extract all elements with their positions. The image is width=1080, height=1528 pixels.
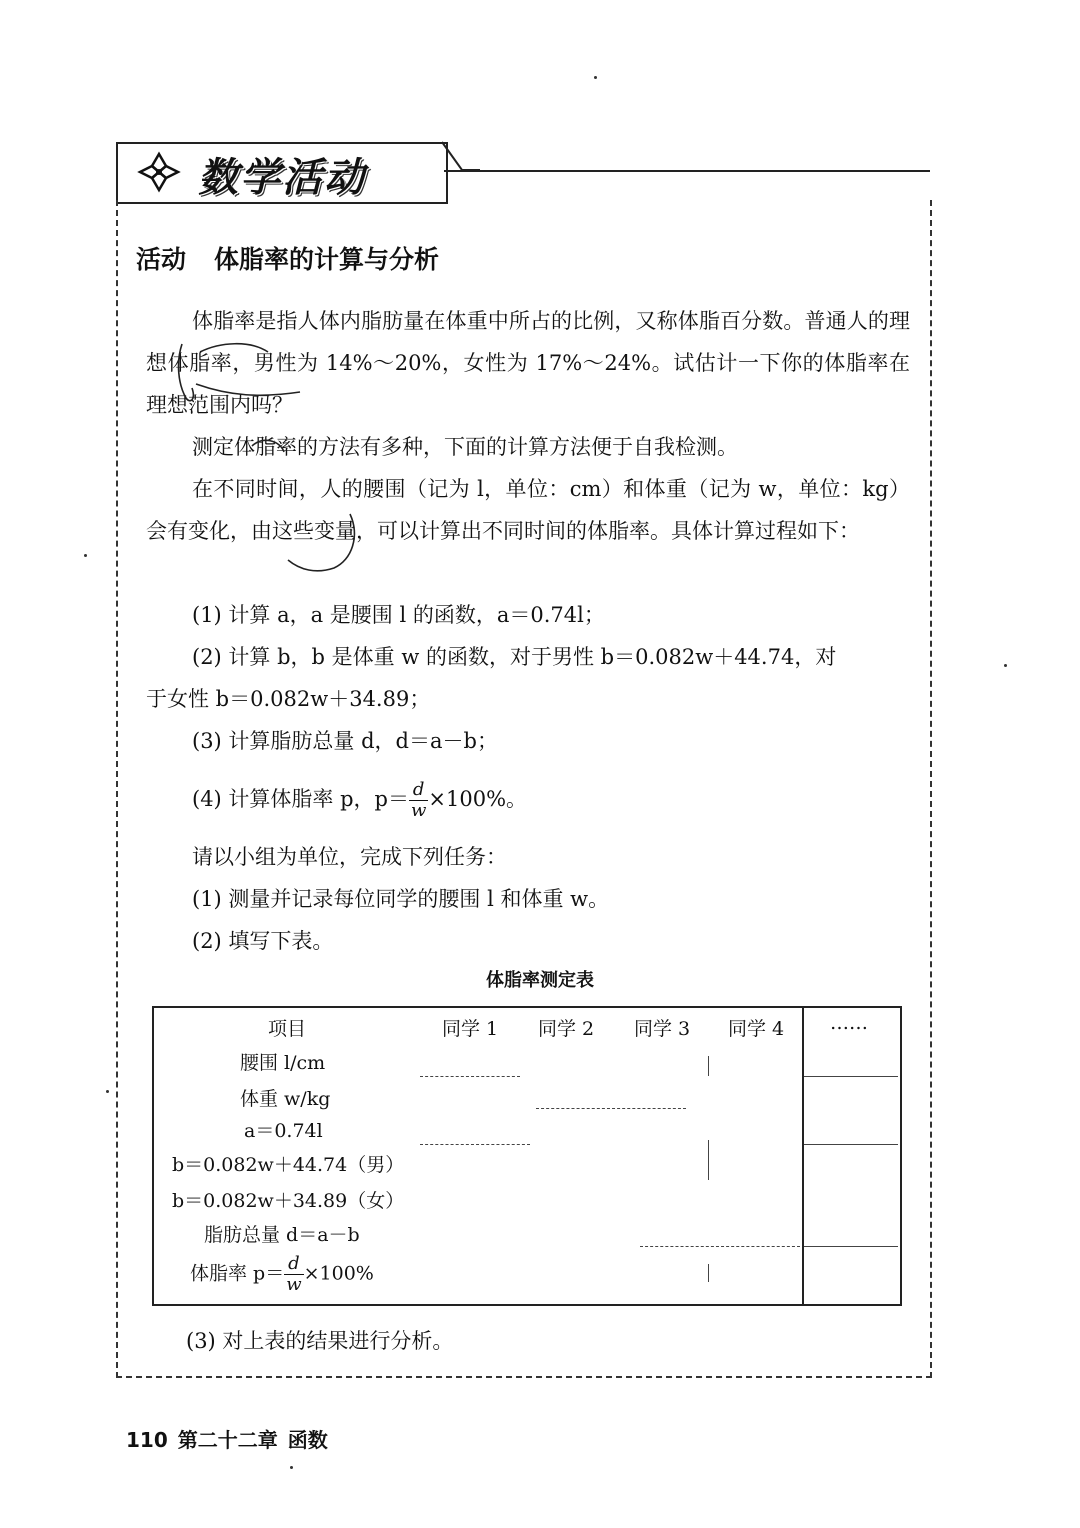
table-header-student-3: 同学 3	[634, 1018, 691, 1040]
table-row-rate-numerator: d	[284, 1254, 303, 1275]
table-tick	[708, 1056, 709, 1076]
table-row-fat: 脂肪总量 d＝a－b	[204, 1224, 360, 1246]
step-2-line-2: 于女性 b＝0.082w＋34.89；	[146, 687, 431, 711]
table-column-divider	[802, 1006, 804, 1304]
page-footer	[126, 1424, 338, 1453]
table-row-rate-fraction	[284, 1254, 303, 1295]
step-4-denominator: w	[410, 800, 427, 821]
banner-title: 数学活动	[198, 155, 366, 201]
step-4-prefix: (4) 计算体脂率 p，p＝	[192, 787, 409, 811]
section-label: 函数	[287, 1428, 328, 1452]
activity-heading	[136, 240, 439, 276]
task-2: (2) 填写下表。	[192, 929, 334, 953]
task-intro: 请以小组为单位，完成下列任务：	[192, 845, 507, 869]
table-row-weight: 体重 w/kg	[240, 1088, 331, 1110]
activity-title: 体脂率的计算与分析	[214, 245, 440, 274]
table-rule	[640, 1246, 800, 1247]
activity-label: 活动	[136, 245, 187, 274]
table-header-more: ……	[830, 1012, 868, 1034]
chapter-label: 第二十二章	[177, 1428, 278, 1452]
table-tick	[708, 1264, 709, 1282]
table-row-b-female: b＝0.082w＋34.89（女）	[172, 1190, 405, 1212]
table-rule	[420, 1076, 520, 1077]
table-header-item: 项目	[268, 1018, 307, 1040]
page-number: 110	[126, 1428, 168, 1452]
step-3: (3) 计算脂肪总量 d，d＝a－b；	[192, 729, 498, 753]
step-4-fraction	[409, 780, 428, 821]
scan-speck	[1004, 664, 1007, 667]
table-rule	[804, 1246, 898, 1247]
step-4	[192, 778, 527, 821]
table-rule	[804, 1076, 898, 1077]
table-header-student-4: 同学 4	[728, 1018, 785, 1040]
paragraph-definition: 体脂率是指人体内脂肪量在体重中所占的比例，又称体脂百分数。普通人的理想体脂率，男性为 14%～20%，女性为 17%～24%。试估计一下你的体脂率在理想范围内吗？	[146, 309, 910, 417]
table-rule	[420, 1144, 530, 1145]
step-1: (1) 计算 a，a 是腰围 l 的函数，a＝0.74l；	[192, 603, 605, 627]
table-tick	[708, 1140, 709, 1180]
scan-speck	[84, 554, 87, 557]
scan-speck	[594, 76, 597, 79]
flower-icon	[136, 150, 182, 194]
task-3: (3) 对上表的结果进行分析。	[186, 1329, 454, 1353]
step-2-line-1: (2) 计算 b，b 是体重 w 的函数，对于男性 b＝0.082w＋44.74，对	[192, 645, 837, 669]
step-4-numerator: d	[409, 780, 428, 801]
table-title: 体脂率测定表	[486, 970, 594, 991]
step-4-suffix: ×100%。	[428, 787, 528, 811]
paragraph-variables: 在不同时间，人的腰围（记为 l，单位：cm）和体重（记为 w，单位：kg）会有变化，由这些变量，可以计算出不同时间的体脂率。具体计算过程如下：	[146, 477, 910, 543]
table-row-body-fat-rate	[190, 1254, 374, 1295]
table-row-b-male: b＝0.082w＋44.74（男）	[172, 1154, 405, 1176]
table-row-rate-prefix: 体脂率 p＝	[190, 1262, 285, 1285]
task-1: (1) 测量并记录每位同学的腰围 l 和体重 w。	[192, 887, 610, 911]
table-header-student-1: 同学 1	[442, 1018, 499, 1040]
table-rule	[804, 1144, 898, 1145]
scan-speck	[106, 1090, 109, 1093]
banner-rule	[444, 170, 930, 172]
table-rule	[536, 1108, 686, 1109]
table-row-waist: 腰围 l/cm	[240, 1052, 326, 1074]
scan-speck	[290, 1466, 293, 1469]
table-row-a: a＝0.74l	[244, 1120, 323, 1142]
banner-fold	[440, 140, 480, 174]
table-row-rate-suffix: ×100%	[303, 1262, 374, 1285]
table-row-rate-denominator: w	[286, 1274, 302, 1295]
table-header-student-2: 同学 2	[538, 1018, 595, 1040]
paragraph-methods: 测定体脂率的方法有多种，下面的计算方法便于自我检测。	[192, 435, 738, 459]
